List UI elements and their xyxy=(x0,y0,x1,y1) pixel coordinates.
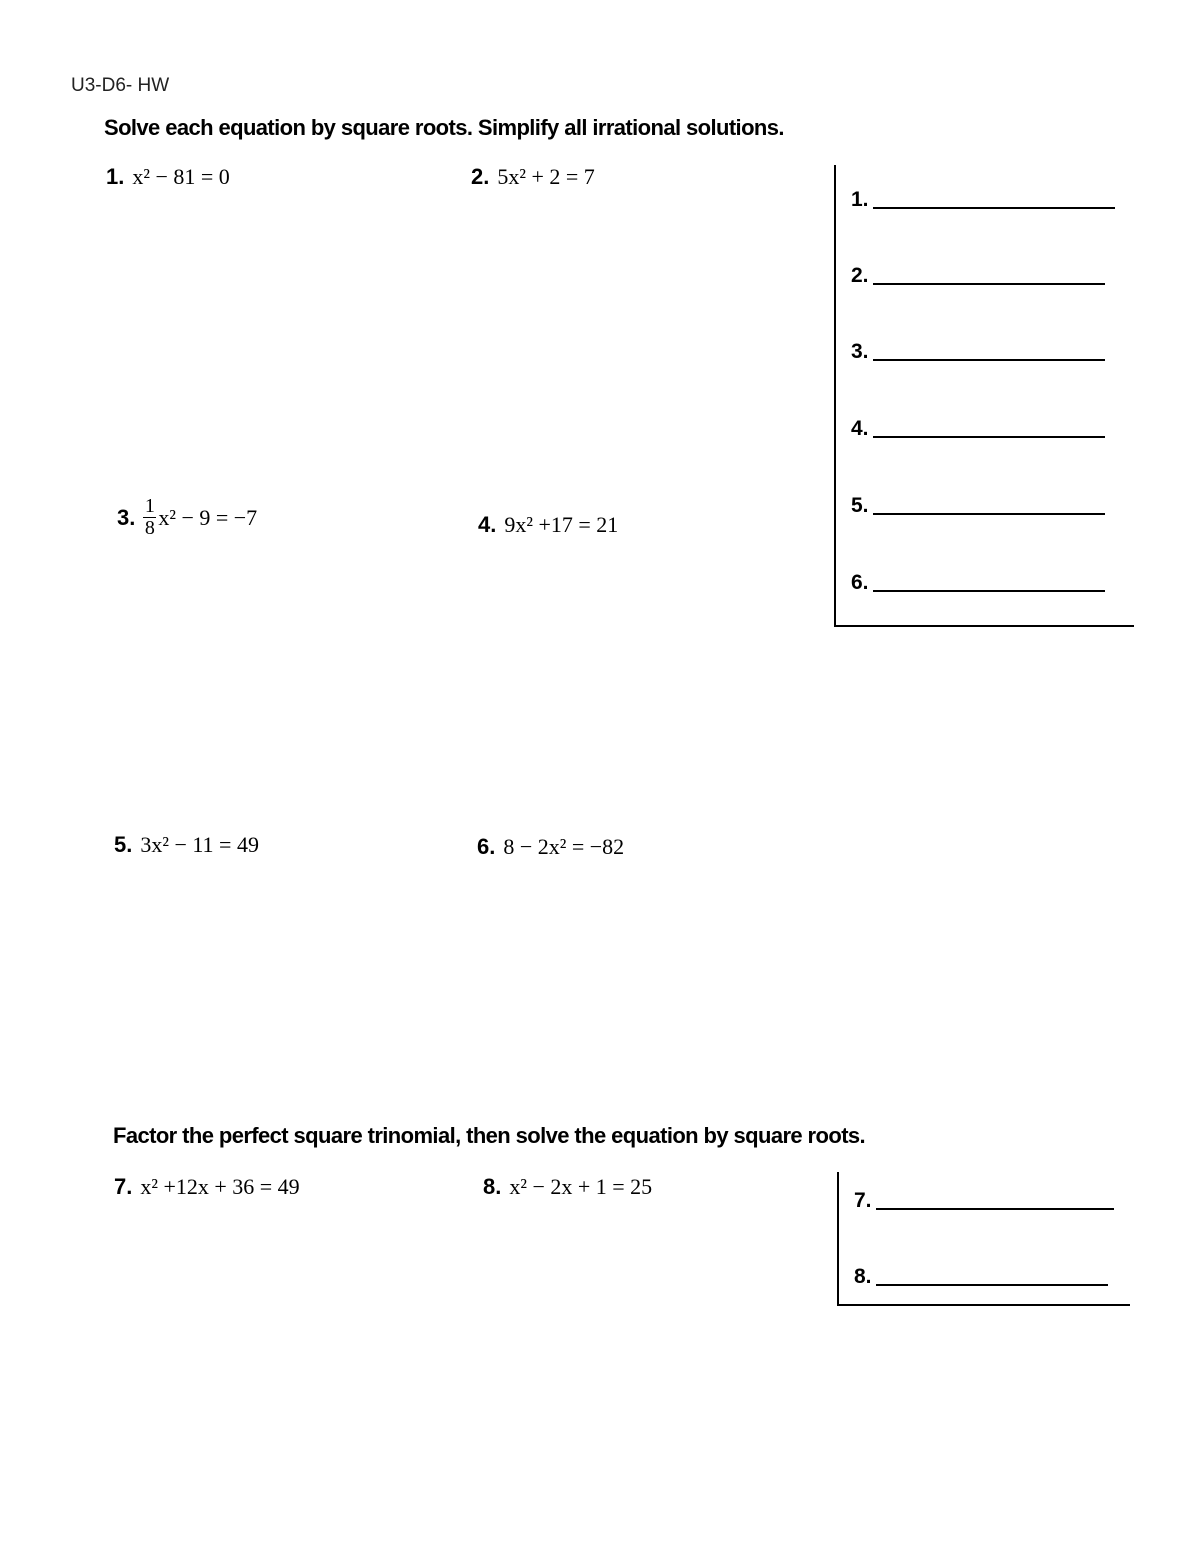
answer-row-4 xyxy=(851,418,1105,440)
problem-6 xyxy=(477,834,624,860)
problem-equation: 5x² + 2 = 7 xyxy=(497,164,595,189)
problem-equation: x² − 81 = 0 xyxy=(132,164,230,189)
problem-1 xyxy=(106,164,230,190)
problem-number: 6. xyxy=(477,834,496,859)
problem-equation: 8 − 2x² = −82 xyxy=(503,834,625,859)
problem-equation: 9x² +17 = 21 xyxy=(504,512,619,537)
problem-3 xyxy=(117,496,257,539)
problem-number: 8. xyxy=(483,1174,502,1199)
problem-number: 4. xyxy=(478,512,497,537)
answer-row-7 xyxy=(854,1190,1114,1212)
answer-number: 1. xyxy=(851,188,869,211)
answer-row-8 xyxy=(854,1266,1108,1288)
answer-number: 8. xyxy=(854,1265,872,1288)
answer-blank[interactable] xyxy=(873,436,1105,438)
answer-blank[interactable] xyxy=(876,1284,1108,1286)
answer-row-5 xyxy=(851,495,1105,517)
document-id: U3-D6- HW xyxy=(71,75,170,96)
fraction xyxy=(143,496,156,539)
problem-number: 1. xyxy=(106,164,125,189)
answer-blank[interactable] xyxy=(873,207,1115,209)
problem-4 xyxy=(478,512,618,538)
answer-number: 5. xyxy=(851,494,869,517)
answer-row-1 xyxy=(851,189,1115,211)
problem-equation: x² +12x + 36 = 49 xyxy=(140,1174,300,1199)
answer-row-6 xyxy=(851,572,1105,594)
answer-blank[interactable] xyxy=(873,590,1105,592)
answer-box-section2 xyxy=(837,1172,1130,1306)
problem-5 xyxy=(114,832,259,858)
problem-2 xyxy=(471,164,595,190)
problem-equation: 3x² − 11 = 49 xyxy=(140,832,259,857)
problem-number: 5. xyxy=(114,832,133,857)
answer-number: 7. xyxy=(854,1189,872,1212)
answer-number: 2. xyxy=(851,264,869,287)
section2-instruction: Factor the perfect square trinomial, then solve the equation by square roots. xyxy=(113,1123,866,1148)
problem-8 xyxy=(483,1174,652,1200)
section1-instruction: Solve each equation by square roots. Simplify all irrational solutions. xyxy=(104,115,784,140)
answer-blank[interactable] xyxy=(873,513,1105,515)
problem-7 xyxy=(114,1174,300,1200)
answer-row-2 xyxy=(851,265,1105,287)
fraction-denominator: 8 xyxy=(144,517,155,539)
answer-number: 4. xyxy=(851,417,869,440)
answer-blank[interactable] xyxy=(873,283,1105,285)
answer-number: 6. xyxy=(851,571,869,594)
answer-row-3 xyxy=(851,341,1105,363)
answer-blank[interactable] xyxy=(876,1208,1114,1210)
problem-equation: x² − 9 = −7 xyxy=(158,504,258,530)
answer-number: 3. xyxy=(851,340,869,363)
answer-box-section1 xyxy=(834,165,1134,627)
problem-number: 3. xyxy=(117,504,136,530)
answer-blank[interactable] xyxy=(873,359,1105,361)
fraction-numerator: 1 xyxy=(144,495,155,517)
problem-equation: x² − 2x + 1 = 25 xyxy=(509,1174,653,1199)
problem-number: 7. xyxy=(114,1174,133,1199)
problem-number: 2. xyxy=(471,164,490,189)
